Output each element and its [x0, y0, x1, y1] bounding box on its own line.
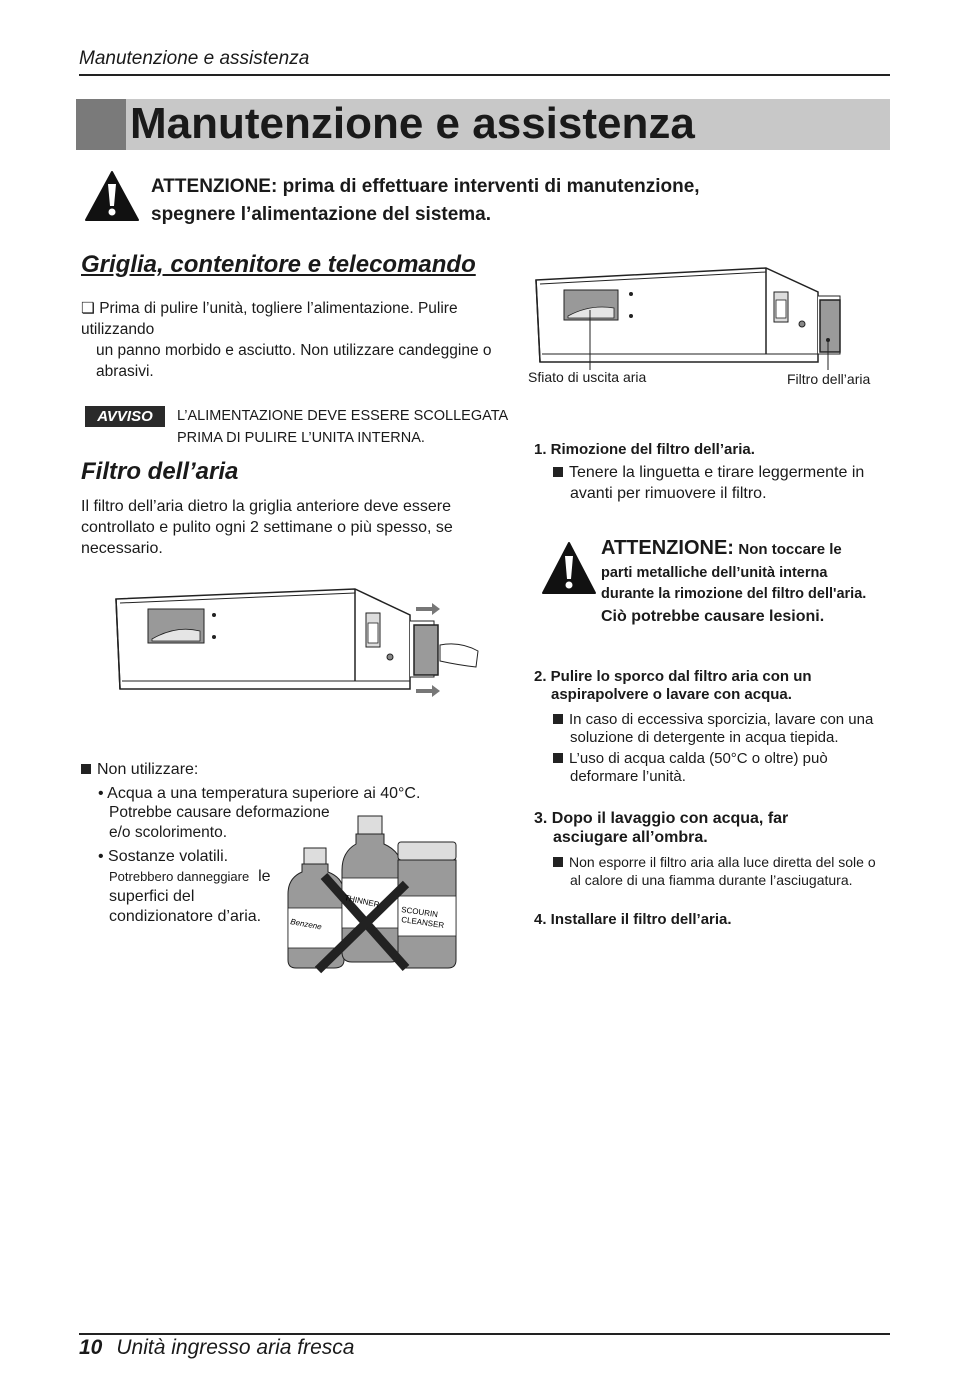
avviso-badge: AVVISO	[85, 406, 165, 427]
step4-title: 4. Installare il filtro dell’aria.	[534, 911, 732, 928]
top-warning-line1: ATTENZIONE: prima di effettuare interventi di manutenzione,	[151, 176, 700, 197]
footer-rule	[79, 1333, 890, 1335]
caution-line2: parti metalliche dell’unità interna	[601, 565, 828, 581]
caution-word: ATTENZIONE:	[601, 537, 734, 559]
footer-doc-title: Unità ingresso aria fresca	[116, 1336, 355, 1359]
step2-body	[553, 711, 893, 786]
square-bullet-icon	[553, 753, 563, 763]
step1-line2: avanti per rimuovere il filtro.	[570, 485, 767, 502]
do-not-use-item2: • Sostanze volatili.	[98, 848, 229, 865]
filter-removal-illustration	[110, 585, 490, 705]
step3-b1-line1: Non esporre il filtro aria alla luce diretta del sole o	[569, 854, 876, 870]
item2-line3: superfici del	[109, 888, 195, 905]
step1-line1: Tenere la linguetta e tirare leggermente in	[569, 464, 865, 481]
item1-line2: Potrebbe causare deformazione	[109, 804, 330, 821]
step2-b2-line2: deformare l’unità.	[570, 768, 686, 785]
bottle-label-cleanser: CLEANSER	[400, 915, 445, 930]
label-air-filter: Filtro dell’aria	[787, 371, 871, 387]
header-rule	[79, 74, 890, 76]
step3-title	[534, 809, 788, 847]
page-number: 10	[79, 1336, 103, 1359]
caution-warning-icon	[541, 541, 597, 595]
notice-line2: PRIMA DI PULIRE L’UNITA INTERNA.	[177, 430, 425, 446]
step3-title-line2: asciugare all’ombra.	[553, 829, 708, 846]
grill-instructions	[81, 298, 511, 382]
item2-line4: condizionatore d’aria.	[109, 908, 262, 925]
caution-line3: durante la rimozione del filtro dell'aria.	[601, 586, 867, 602]
step2-title-line2: aspirapolvere o lavare con acqua.	[551, 686, 792, 703]
grill-line2: un panno morbido e asciutto. Non utilizzare candeggine o	[96, 342, 492, 359]
grill-line3: abrasivi.	[96, 363, 154, 380]
item2-line2b: le	[258, 868, 271, 885]
step2-title-line1: 2. Pulire lo sporco dal filtro aria con un	[534, 668, 812, 685]
square-bullet-icon	[553, 714, 563, 724]
step3-body	[553, 853, 893, 889]
bottle-label-benzene: Benzene	[289, 917, 323, 932]
do-not-use-title: Non utilizzare:	[81, 759, 198, 780]
square-bullet-icon	[81, 764, 91, 774]
do-not-use-item1	[98, 783, 458, 804]
top-warning	[151, 173, 841, 229]
bottle-label-thinner: THINNER	[343, 893, 381, 910]
step1-body	[553, 462, 883, 504]
notice-text	[177, 405, 508, 449]
step3-title-line1: 3. Dopo il lavaggio con acqua, far	[534, 810, 789, 827]
step2-title	[534, 668, 812, 704]
do-not-use-item2-detail	[109, 867, 271, 927]
warning-icon	[84, 170, 140, 222]
filter-intro-line1: Il filtro dell’aria dietro la griglia anteriore deve essere	[81, 498, 451, 515]
filter-intro-line3: necessario.	[81, 540, 163, 557]
caution-line1: Non toccare le	[738, 541, 842, 558]
solvent-bottles-illustration	[284, 812, 460, 974]
section-heading-grill: Griglia, contenitore e telecomando	[81, 251, 476, 278]
page-title: Manutenzione e assistenza	[130, 99, 695, 148]
caution-box	[601, 535, 891, 629]
square-bullet-icon	[553, 467, 563, 477]
section-heading-filter: Filtro dell’aria	[81, 458, 239, 485]
item1-line1: • Acqua a una temperatura superiore ai 40°C.	[98, 785, 421, 802]
caution-line4: Ciò potrebbe causare lesioni.	[601, 608, 825, 625]
item1-line3: e/o scolorimento.	[109, 824, 228, 841]
step3-b1-line2: al calore di una fiamma durante l’asciugatura.	[570, 872, 853, 888]
filter-intro	[81, 496, 501, 559]
filter-intro-line2: controllato e pulito ogni 2 settimane o più spesso, se	[81, 519, 453, 536]
bottle-label-scourin: SCOURIN	[400, 905, 439, 920]
label-air-outlet: Sfiato di uscita aria	[528, 369, 647, 385]
step2-b1-line2: soluzione di detergente in acqua tiepida.	[570, 729, 839, 746]
step1-title: 1. Rimozione del filtro dell’aria.	[534, 441, 755, 458]
grill-line1: ❏ Prima di pulire l’unità, togliere l’alimentazione. Pulire utilizzando	[81, 300, 458, 338]
title-bar-accent	[76, 99, 126, 150]
step2-b1-line1: In caso di eccessiva sporcizia, lavare con una	[569, 711, 874, 728]
page-footer	[79, 1336, 354, 1360]
top-warning-line2: spegnere l’alimentazione del sistema.	[151, 204, 492, 225]
step2-b2-line1: L’uso di acqua calda (50°C o oltre) può	[569, 750, 828, 767]
diagram-leader-lines	[528, 262, 858, 372]
square-bullet-icon	[553, 857, 563, 867]
notice-line1: L’ALIMENTAZIONE DEVE ESSERE SCOLLEGATA	[177, 408, 509, 424]
running-header: Manutenzione e assistenza	[79, 48, 310, 69]
item2-line2a: Potrebbero danneggiare	[109, 869, 250, 884]
